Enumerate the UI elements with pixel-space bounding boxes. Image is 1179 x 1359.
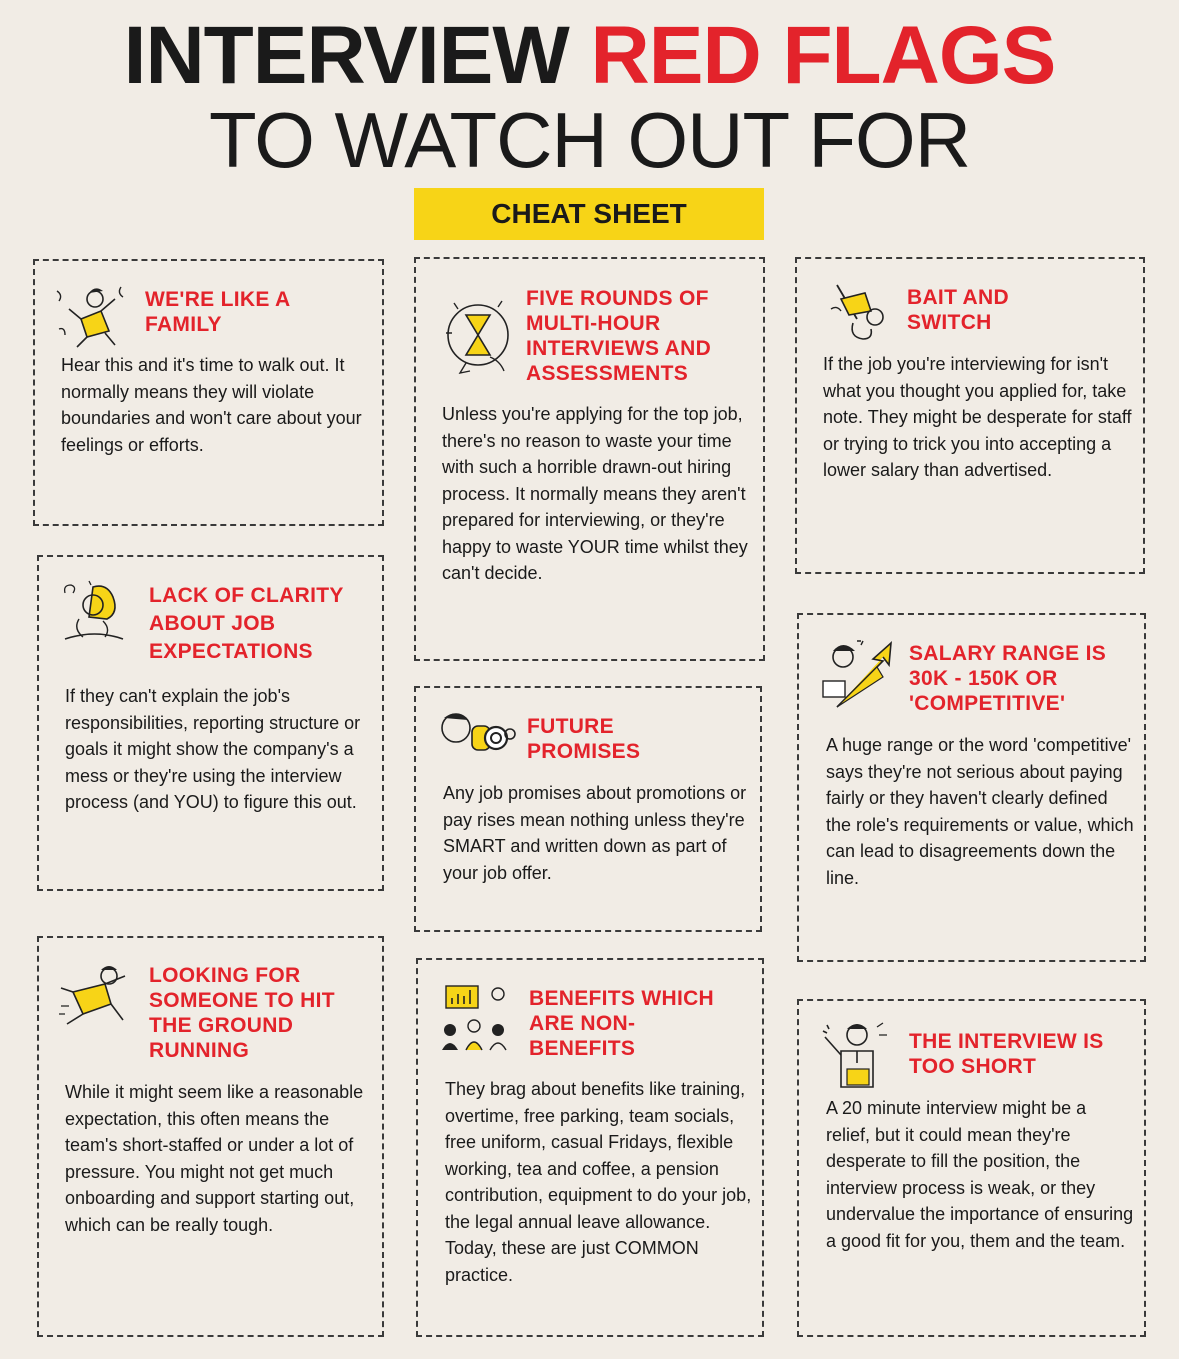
card-text: Unless you're applying for the top job, there's no reason to waste your time with such a horrible drawn-out hiring process. It normally means they aren't prepared for interviewing, or they're happy to waste YOUR time whilst they can't decide.: [442, 404, 748, 583]
card-title: LOOKING FOR SOMEONE TO HIT THE GROUND RUNNING: [149, 964, 335, 1062]
running-person-icon: [57, 962, 133, 1032]
card-like-a-family: [33, 259, 384, 526]
card-text: If the job you're interviewing for isn't what you thought you applied for, take note. They might be desperate for staff or trying to trick you into accepting a lower salary than advertised.: [823, 354, 1132, 480]
card-text: While it might seem like a reasonable expectation, this often means the team's short-staffed or under a lot of pressure. You might not get much onboarding and support starting out, which can be really tough.: [65, 1082, 364, 1235]
card-interview-too-short: [797, 999, 1146, 1337]
binoculars-icon: [436, 710, 516, 764]
card-text: If they can't explain the job's responsibilities, reporting structure or goals it might show the company's a mess or they're using the interview process (and YOU) to figure this out.: [65, 686, 361, 812]
cheat-sheet-badge: CHEAT SHEET: [414, 188, 764, 240]
team-chart-icon: [436, 980, 516, 1056]
card-text: A 20 minute interview might be a relief, but it could mean they're desperate to fill the position, the interview process is weak, or they undervalue the importance of ensuring a good fit for you, them and the team.: [826, 1098, 1134, 1251]
card-title: LACK OF CLARITY ABOUT JOB EXPECTATIONS: [149, 584, 344, 663]
card-hit-the-ground-running: [37, 936, 384, 1337]
title-red: RED FLAGS: [590, 10, 1056, 101]
title-black: INTERVIEW: [123, 10, 569, 101]
confused-person-icon: [59, 577, 131, 649]
card-lack-of-clarity: [37, 555, 384, 891]
card-title: WE'RE LIKE A FAMILY: [145, 288, 290, 336]
card-title: BAIT AND SWITCH: [907, 286, 1009, 334]
waving-man-icon: [817, 1017, 893, 1095]
card-future-promises: [414, 686, 762, 932]
card-title: SALARY RANGE IS 30K - 150K OR 'COMPETITIVE': [909, 642, 1107, 715]
page-subtitle: TO WATCH OUT FOR: [208, 96, 971, 184]
salary-arrow-icon: [817, 637, 895, 715]
card-text: They brag about benefits like training, overtime, free parking, team socials, free uniform, casual Fridays, flexible working, tea and coffee, a pension contribution, equipment to do your job, the legal annual leave allowance. Today, these are just COMMON practice.: [445, 1079, 752, 1285]
card-title: FUTURE PROMISES: [527, 715, 641, 763]
card-salary-range: [797, 613, 1146, 962]
hourglass-icon: [440, 293, 518, 377]
page-title: [0, 12, 1179, 100]
card-title: BENEFITS WHICH ARE NON-BENEFITS: [529, 987, 715, 1060]
dancing-person-icon: [51, 279, 129, 351]
fishing-hook-icon: [827, 279, 893, 343]
card-title: FIVE ROUNDS OF MULTI-HOUR INTERVIEWS AND ASSESSMENTS: [526, 287, 712, 385]
card-text: Any job promises about promotions or pay rises mean nothing unless they're SMART and written down as part of your job offer.: [443, 783, 747, 883]
card-bait-and-switch: [795, 257, 1145, 574]
card-title: THE INTERVIEW IS TOO SHORT: [909, 1030, 1104, 1078]
card-five-rounds: [414, 257, 765, 661]
card-text: Hear this and it's time to walk out. It normally means they will violate boundaries and won't care about your feelings or efforts.: [61, 355, 362, 455]
card-text: A huge range or the word 'competitive' says they're not serious about paying fairly or they haven't clearly defined the role's requirements or value, which can lead to disagreements down the line.: [826, 735, 1134, 888]
card-benefits: [416, 958, 764, 1337]
